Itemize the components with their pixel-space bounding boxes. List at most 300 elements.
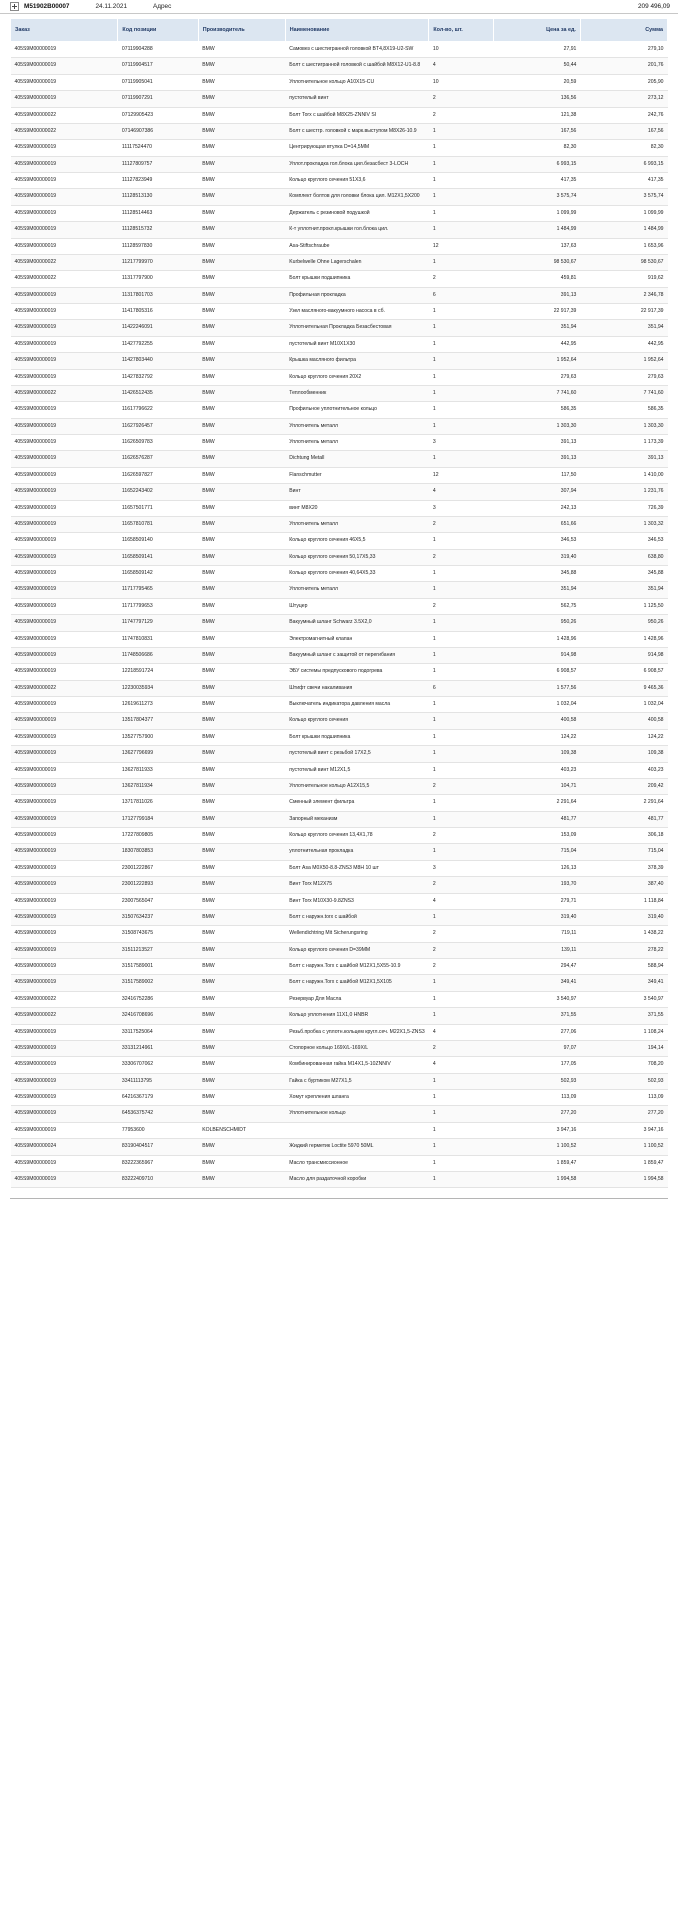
table-row[interactable] [11, 828, 668, 844]
cell-sum: 1 100,52 [580, 1139, 667, 1155]
cell-name: Вакуумный шланг с защитой от перегибания [285, 647, 429, 663]
table-row[interactable] [11, 959, 668, 975]
cell-price: 1 099,99 [493, 205, 580, 221]
table-row[interactable] [11, 42, 668, 58]
cell-order: 405S9M00000019 [11, 500, 118, 516]
table-row[interactable] [11, 1139, 668, 1155]
cell-code: 31517589001 [118, 959, 198, 975]
table-row[interactable] [11, 1090, 668, 1106]
cell-sum: 278,22 [580, 942, 667, 958]
cell-sum: 1 994,58 [580, 1171, 667, 1187]
cell-name: Уплотнитель металл [285, 435, 429, 451]
cell-price: 109,38 [493, 746, 580, 762]
cell-order: 405S9M00000019 [11, 205, 118, 221]
cell-sum: 1 099,99 [580, 205, 667, 221]
table-row[interactable] [11, 336, 668, 352]
cell-code: 11426512435 [118, 385, 198, 401]
cell-code: 11658509141 [118, 549, 198, 565]
cell-code: 11128597830 [118, 238, 198, 254]
table-row[interactable] [11, 74, 668, 90]
table-row[interactable] [11, 107, 668, 123]
table-row[interactable] [11, 975, 668, 991]
table-row[interactable] [11, 353, 668, 369]
cell-price: 1 484,99 [493, 222, 580, 238]
table-row[interactable] [11, 402, 668, 418]
cell-qty: 2 [429, 91, 493, 107]
cell-code: 32416752286 [118, 991, 198, 1007]
cell-sum: 2 291,64 [580, 795, 667, 811]
cell-price: 715,04 [493, 844, 580, 860]
cell-order: 405S9M00000019 [11, 369, 118, 385]
cell-qty: 1 [429, 713, 493, 729]
table-row[interactable] [11, 238, 668, 254]
cell-name: Кольцо круглого сечения 50,17X5,33 [285, 549, 429, 565]
cell-price: 400,58 [493, 713, 580, 729]
cell-price: 124,22 [493, 729, 580, 745]
cell-order: 405S9M00000019 [11, 1090, 118, 1106]
table-row[interactable] [11, 222, 668, 238]
cell-sum: 638,80 [580, 549, 667, 565]
table-row[interactable] [11, 418, 668, 434]
cell-code: 11657810781 [118, 516, 198, 532]
cell-maker: BMW [198, 140, 285, 156]
column-header-qty[interactable]: Кол-во, шт. [429, 19, 493, 42]
cell-order: 405S9M00000019 [11, 353, 118, 369]
cell-maker: BMW [198, 1040, 285, 1056]
cell-qty: 2 [429, 877, 493, 893]
table-row[interactable] [11, 140, 668, 156]
cell-name: уплотнительная прокладка [285, 844, 429, 860]
cell-maker: BMW [198, 304, 285, 320]
cell-qty: 1 [429, 909, 493, 925]
column-header-price[interactable]: Цена за ед. [493, 19, 580, 42]
cell-price: 1 994,58 [493, 1171, 580, 1187]
cell-order: 405S9M00000019 [11, 975, 118, 991]
table-row[interactable] [11, 1106, 668, 1122]
cell-price: 562,75 [493, 598, 580, 614]
cell-name: Резервуар Для Масла [285, 991, 429, 1007]
table-row[interactable] [11, 893, 668, 909]
column-header-order[interactable]: Заказ [11, 19, 118, 42]
cell-sum: 726,39 [580, 500, 667, 516]
table-row[interactable] [11, 844, 668, 860]
cell-sum: 1 410,00 [580, 467, 667, 483]
cell-name: Гайка с буртиком M27X1,5 [285, 1073, 429, 1089]
cell-name: Болт крышки подшипника [285, 271, 429, 287]
cell-sum: 387,40 [580, 877, 667, 893]
cell-maker: BMW [198, 1139, 285, 1155]
cell-order: 405S9M00000024 [11, 1139, 118, 1155]
cell-sum: 1 231,76 [580, 484, 667, 500]
cell-code: 31511213527 [118, 942, 198, 958]
cell-sum: 351,94 [580, 320, 667, 336]
cell-sum: 22 917,39 [580, 304, 667, 320]
cell-order: 405S9M00000022 [11, 385, 118, 401]
cell-order: 405S9M00000019 [11, 582, 118, 598]
table-row[interactable] [11, 484, 668, 500]
cell-qty: 1 [429, 451, 493, 467]
cell-order: 405S9M00000019 [11, 860, 118, 876]
cell-qty: 1 [429, 533, 493, 549]
cell-sum: 279,10 [580, 42, 667, 58]
cell-sum: 124,22 [580, 729, 667, 745]
cell-qty: 2 [429, 598, 493, 614]
cell-qty: 1 [429, 991, 493, 1007]
cell-maker: BMW [198, 189, 285, 205]
cell-order: 405S9M00000019 [11, 1155, 118, 1171]
column-header-name[interactable]: Наименование [285, 19, 429, 42]
cell-order: 405S9M00000022 [11, 991, 118, 1007]
cell-order: 405S9M00000019 [11, 926, 118, 942]
cell-sum: 371,55 [580, 1008, 667, 1024]
table-row[interactable] [11, 189, 668, 205]
document-header-row[interactable] [0, 0, 678, 14]
cell-qty: 1 [429, 762, 493, 778]
table-row[interactable] [11, 795, 668, 811]
table-row[interactable] [11, 1155, 668, 1171]
cell-maker: BMW [198, 320, 285, 336]
table-row[interactable] [11, 91, 668, 107]
table-row[interactable] [11, 320, 668, 336]
table-row[interactable] [11, 58, 668, 74]
cell-qty: 10 [429, 74, 493, 90]
cell-name: Болт крышки подшипника [285, 729, 429, 745]
cell-price: 97,07 [493, 1040, 580, 1056]
table-row[interactable] [11, 811, 668, 827]
cell-order: 405S9M00000019 [11, 189, 118, 205]
cell-sum: 3 540,97 [580, 991, 667, 1007]
cell-code: 11652243402 [118, 484, 198, 500]
cell-maker: BMW [198, 549, 285, 565]
cell-order: 405S9M00000022 [11, 254, 118, 270]
table-row[interactable] [11, 1122, 668, 1138]
cell-qty: 1 [429, 811, 493, 827]
cell-qty: 1 [429, 402, 493, 418]
cell-maker: BMW [198, 287, 285, 303]
cell-name: Уплотнительное кольцо A10X15-CU [285, 74, 429, 90]
cell-maker: BMW [198, 991, 285, 1007]
cell-code: 11748506686 [118, 647, 198, 663]
cell-maker: BMW [198, 959, 285, 975]
cell-name: Уплотнитель металл [285, 418, 429, 434]
cell-code: 17127799184 [118, 811, 198, 827]
table-row[interactable] [11, 549, 668, 565]
cell-qty: 1 [429, 975, 493, 991]
cell-qty: 1 [429, 729, 493, 745]
cell-name: Кольцо круглого сечения D=39MM [285, 942, 429, 958]
cell-name: Комбинированная гайка M14X1,5-10ZNNIV [285, 1057, 429, 1073]
cell-sum: 82,30 [580, 140, 667, 156]
cell-price: 22 917,39 [493, 304, 580, 320]
table-row[interactable] [11, 598, 668, 614]
cell-sum: 1 118,84 [580, 893, 667, 909]
table-row[interactable] [11, 860, 668, 876]
cell-price: 3 575,74 [493, 189, 580, 205]
cell-sum: 1 859,47 [580, 1155, 667, 1171]
cell-code: 83222409710 [118, 1171, 198, 1187]
cell-qty: 2 [429, 271, 493, 287]
cell-order: 405S9M00000022 [11, 123, 118, 139]
table-row[interactable] [11, 746, 668, 762]
cell-maker: BMW [198, 353, 285, 369]
cell-code: 64536375742 [118, 1106, 198, 1122]
table-row[interactable] [11, 991, 668, 1007]
table-row[interactable] [11, 942, 668, 958]
cell-qty: 4 [429, 484, 493, 500]
cell-code: 13527757900 [118, 729, 198, 745]
cell-sum: 6 908,57 [580, 664, 667, 680]
cell-maker: BMW [198, 1024, 285, 1040]
cell-price: 193,70 [493, 877, 580, 893]
cell-name: Штуцер [285, 598, 429, 614]
cell-order: 405S9M00000019 [11, 402, 118, 418]
cell-order: 405S9M00000019 [11, 959, 118, 975]
cell-maker: BMW [198, 664, 285, 680]
cell-maker: BMW [198, 811, 285, 827]
cell-qty: 1 [429, 647, 493, 663]
cell-code: 11422246091 [118, 320, 198, 336]
cell-name: пустотелый винт с резьбой 17X2,5 [285, 746, 429, 762]
cell-sum: 391,13 [580, 451, 667, 467]
cell-qty: 1 [429, 697, 493, 713]
cell-name: Болт с наружн.Torx с шайбой M12X1,5X55-10.9 [285, 959, 429, 975]
cell-code: 32416708696 [118, 1008, 198, 1024]
cell-code: 11427803440 [118, 353, 198, 369]
cell-qty: 2 [429, 942, 493, 958]
cell-qty: 2 [429, 926, 493, 942]
cell-order: 405S9M00000019 [11, 418, 118, 434]
cell-price: 139,11 [493, 942, 580, 958]
cell-qty: 4 [429, 893, 493, 909]
cell-price: 1 859,47 [493, 1155, 580, 1171]
cell-maker: BMW [198, 566, 285, 582]
cell-code: 13627811933 [118, 762, 198, 778]
cell-maker: BMW [198, 778, 285, 794]
cell-price: 167,56 [493, 123, 580, 139]
cell-name: Уплотнитель металл [285, 582, 429, 598]
cell-maker: BMW [198, 205, 285, 221]
cell-qty: 2 [429, 959, 493, 975]
cell-qty: 4 [429, 58, 493, 74]
table-row[interactable] [11, 1073, 668, 1089]
cell-order: 405S9M00000019 [11, 91, 118, 107]
table-row[interactable] [11, 385, 668, 401]
cell-maker: BMW [198, 156, 285, 172]
table-row[interactable] [11, 271, 668, 287]
cell-code: 64216367179 [118, 1090, 198, 1106]
table-row[interactable] [11, 304, 668, 320]
cell-order: 405S9M00000019 [11, 893, 118, 909]
cell-price: 126,13 [493, 860, 580, 876]
cell-maker: BMW [198, 795, 285, 811]
table-row[interactable] [11, 729, 668, 745]
cell-qty: 4 [429, 1024, 493, 1040]
cell-sum: 481,77 [580, 811, 667, 827]
table-row[interactable] [11, 909, 668, 925]
cell-qty: 1 [429, 1073, 493, 1089]
column-header-sum[interactable]: Сумма [580, 19, 667, 42]
table-row[interactable] [11, 156, 668, 172]
table-row[interactable] [11, 123, 668, 139]
cell-sum: 1 653,96 [580, 238, 667, 254]
cell-code: 11417805316 [118, 304, 198, 320]
column-header-code[interactable]: Код позиции [118, 19, 198, 42]
table-row[interactable] [11, 1040, 668, 1056]
cell-name: Центрирующая втулка D=14,5MM [285, 140, 429, 156]
cell-sum: 306,18 [580, 828, 667, 844]
cell-name: Крышка масляного фильтра [285, 353, 429, 369]
table-row[interactable] [11, 680, 668, 696]
table-row[interactable] [11, 1057, 668, 1073]
cell-price: 391,13 [493, 435, 580, 451]
cell-qty: 1 [429, 254, 493, 270]
cell-order: 405S9M00000019 [11, 729, 118, 745]
cell-price: 349,41 [493, 975, 580, 991]
cell-order: 405S9M00000019 [11, 598, 118, 614]
cell-name: Винт Torx M10X30-9.8ZNS3 [285, 893, 429, 909]
table-row[interactable] [11, 713, 668, 729]
cell-qty: 12 [429, 238, 493, 254]
cell-qty: 1 [429, 1155, 493, 1171]
cell-name: Wellendichtring Mit Sicherungsring [285, 926, 429, 942]
cell-maker: BMW [198, 631, 285, 647]
cell-sum: 403,23 [580, 762, 667, 778]
cell-maker: BMW [198, 173, 285, 189]
cell-name: Запорный механизм [285, 811, 429, 827]
table-row[interactable] [11, 647, 668, 663]
table-row[interactable] [11, 435, 668, 451]
cell-code: 11317801703 [118, 287, 198, 303]
table-row[interactable] [11, 173, 668, 189]
cell-sum: 346,53 [580, 533, 667, 549]
cell-price: 459,81 [493, 271, 580, 287]
cell-order: 405S9M00000019 [11, 238, 118, 254]
collapse-toggle-icon[interactable] [10, 2, 19, 11]
cell-order: 405S9M00000019 [11, 664, 118, 680]
table-row[interactable] [11, 500, 668, 516]
cell-maker: BMW [198, 123, 285, 139]
cell-code: 07119907291 [118, 91, 198, 107]
table-row[interactable] [11, 615, 668, 631]
cell-price: 914,98 [493, 647, 580, 663]
cell-maker: BMW [198, 467, 285, 483]
cell-price: 1 100,52 [493, 1139, 580, 1155]
cell-order: 405S9M00000019 [11, 1057, 118, 1073]
cell-code: 11717799653 [118, 598, 198, 614]
cell-name: Сменный элемент фильтра [285, 795, 429, 811]
cell-price: 403,23 [493, 762, 580, 778]
cell-code: 13627796699 [118, 746, 198, 762]
table-row[interactable] [11, 451, 668, 467]
cell-qty: 12 [429, 467, 493, 483]
cell-name: Кольцо круглого сечения 40,64X5,33 [285, 566, 429, 582]
table-row[interactable] [11, 778, 668, 794]
cell-price: 319,40 [493, 909, 580, 925]
items-table [10, 18, 668, 1188]
cell-order: 405S9M00000019 [11, 42, 118, 58]
cell-maker: BMW [198, 1057, 285, 1073]
table-row[interactable] [11, 467, 668, 483]
cell-sum: 194,14 [580, 1040, 667, 1056]
table-row[interactable] [11, 205, 668, 221]
cell-qty: 2 [429, 549, 493, 565]
table-row[interactable] [11, 1171, 668, 1187]
cell-qty: 2 [429, 516, 493, 532]
cell-code: 33306707062 [118, 1057, 198, 1073]
cell-qty: 2 [429, 828, 493, 844]
cell-order: 405S9M00000019 [11, 74, 118, 90]
table-row[interactable] [11, 287, 668, 303]
cell-qty: 1 [429, 615, 493, 631]
cell-price: 98 530,67 [493, 254, 580, 270]
cell-code: 11626597827 [118, 467, 198, 483]
table-row[interactable] [11, 926, 668, 942]
cell-name: Выключатель индикатора давления масла [285, 697, 429, 713]
cell-price: 177,05 [493, 1057, 580, 1073]
cell-sum: 319,40 [580, 909, 667, 925]
cell-name: Стопорное кольцо 169X/L-169X/L [285, 1040, 429, 1056]
document-address-label: Адрес [153, 3, 172, 10]
table-row[interactable] [11, 664, 668, 680]
cell-sum: 1 428,96 [580, 631, 667, 647]
cell-price: 277,20 [493, 1106, 580, 1122]
cell-qty: 6 [429, 680, 493, 696]
cell-order: 405S9M00000019 [11, 746, 118, 762]
cell-sum: 113,09 [580, 1090, 667, 1106]
cell-order: 405S9M00000019 [11, 549, 118, 565]
table-row[interactable] [11, 254, 668, 270]
cell-maker: BMW [198, 435, 285, 451]
table-row[interactable] [11, 582, 668, 598]
cell-maker: BMW [198, 451, 285, 467]
cell-sum: 242,76 [580, 107, 667, 123]
cell-code: 31507634237 [118, 909, 198, 925]
cell-order: 405S9M00000019 [11, 484, 118, 500]
table-row[interactable] [11, 369, 668, 385]
cell-order: 405S9M00000019 [11, 877, 118, 893]
cell-code: 11658509142 [118, 566, 198, 582]
table-row[interactable] [11, 516, 668, 532]
cell-code: 33131214961 [118, 1040, 198, 1056]
cell-order: 405S9M00000022 [11, 1008, 118, 1024]
table-row[interactable] [11, 1008, 668, 1024]
cell-qty: 2 [429, 1040, 493, 1056]
cell-maker: BMW [198, 942, 285, 958]
cell-name: Уплотнитель металл [285, 516, 429, 532]
column-header-maker[interactable]: Производитель [198, 19, 285, 42]
table-row[interactable] [11, 533, 668, 549]
cell-sum: 98 530,67 [580, 254, 667, 270]
cell-maker: BMW [198, 909, 285, 925]
cell-sum: 2 346,78 [580, 287, 667, 303]
table-row[interactable] [11, 762, 668, 778]
table-row[interactable] [11, 877, 668, 893]
cell-order: 405S9M00000019 [11, 1171, 118, 1187]
cell-sum: 167,56 [580, 123, 667, 139]
cell-qty: 1 [429, 566, 493, 582]
cell-order: 405S9M00000019 [11, 320, 118, 336]
table-row[interactable] [11, 1024, 668, 1040]
table-row[interactable] [11, 697, 668, 713]
cell-sum: 1 032,04 [580, 697, 667, 713]
table-row[interactable] [11, 631, 668, 647]
cell-maker: BMW [198, 533, 285, 549]
cell-price: 242,13 [493, 500, 580, 516]
table-row[interactable] [11, 566, 668, 582]
cell-order: 405S9M00000019 [11, 140, 118, 156]
cell-code: 07119904517 [118, 58, 198, 74]
cell-sum: 1 303,30 [580, 418, 667, 434]
